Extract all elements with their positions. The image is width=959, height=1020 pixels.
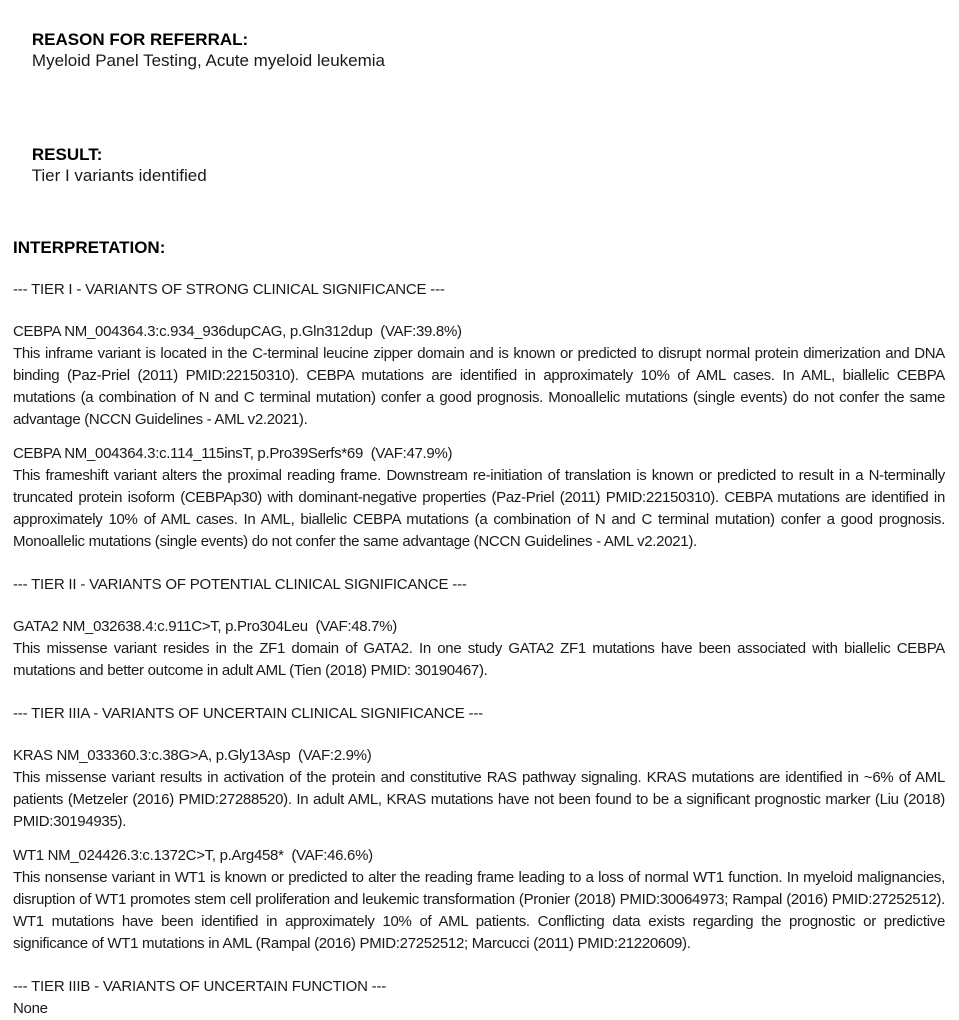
variant-description: This missense variant resides in the ZF1 domain of GATA2. In one study GATA2 ZF1 mutations have been associated with biallelic CEBPA mutations and better outcome in adult AML (Tien (2018) PMID: 30190467). <box>13 640 945 679</box>
variant-block <box>13 845 945 955</box>
variant-title: CEBPA NM_004364.3:c.114_115insT, p.Pro39Serfs*69 (VAF:47.9%) <box>13 445 453 462</box>
section-heading-tier-iiib: --- TIER IIIB - VARIANTS OF UNCERTAIN FUNCTION --- <box>13 978 387 995</box>
variant-description: This frameshift variant alters the proximal reading frame. Downstream re-initiation of translation is known or predicted to result in a N-terminally truncated protein isoform (CEBPAp30) with dominant-negative properties (Paz-Priel (2011) PMID:22150310). CEBPA mutations are identified in approximately 10% of AML cases. In AML, biallelic CEBPA mutations (a combination of N and C terminal mutation) confer a good prognosis. Monoallelic mutations (single events) do not confer the same advantage (NCCN Guidelines - AML v2.2021). <box>13 467 945 550</box>
section-heading-tier-i: --- TIER I - VARIANTS OF STRONG CLINICAL SIGNIFICANCE --- <box>13 281 445 298</box>
variant-block <box>13 616 945 682</box>
variant-block <box>13 745 945 833</box>
variant-block <box>13 443 945 553</box>
variant-title: KRAS NM_033360.3:c.38G>A, p.Gly13Asp (VAF:2.9%) <box>13 747 372 764</box>
result-row <box>13 123 945 207</box>
referral-value: Myeloid Panel Testing, Acute myeloid leukemia <box>31 51 386 70</box>
variant-description: This missense variant results in activation of the protein and constitutive RAS pathway signaling. KRAS mutations are identified in ~6% of AML patients (Metzeler (2016) PMID:27288520). In adult AML, KRAS mutations have not been found to be a significant prognostic marker (Liu (2018) PMID:30194935). <box>13 769 945 830</box>
interpretation-heading: INTERPRETATION: <box>13 238 166 257</box>
variant-title: CEBPA NM_004364.3:c.934_936dupCAG, p.Gln312dup (VAF:39.8%) <box>13 323 462 340</box>
variant-description: This nonsense variant in WT1 is known or predicted to alter the reading frame leading to a loss of normal WT1 function. In myeloid malignancies, disruption of WT1 promotes stem cell proliferation and leukemic transformation (Pronier (2018) PMID:30064973; Rampal (2016) PMID:27252512). WT1 mutations have been identified in approximately 10% of AML patients. Conflicting data exists regarding the prognostic or predictive significance of WT1 mutations in AML (Rampal (2016) PMID:27252512; Marcucci (2011) PMID:21220609). <box>13 869 945 952</box>
referral-row <box>13 8 945 92</box>
section-heading-tier-iiia: --- TIER IIIA - VARIANTS OF UNCERTAIN CLINICAL SIGNIFICANCE --- <box>13 705 483 722</box>
tier-iiib-none-value: None <box>13 1000 48 1017</box>
variant-title: WT1 NM_024426.3:c.1372C>T, p.Arg458* (VAF:46.6%) <box>13 847 373 864</box>
section-heading-tier-ii: --- TIER II - VARIANTS OF POTENTIAL CLINICAL SIGNIFICANCE --- <box>13 576 467 593</box>
variant-title: GATA2 NM_032638.4:c.911C>T, p.Pro304Leu (VAF:48.7%) <box>13 618 397 635</box>
result-label: RESULT: <box>31 145 103 164</box>
variant-block <box>13 321 945 431</box>
result-value: Tier I variants identified <box>31 166 207 185</box>
variant-description: This inframe variant is located in the C-terminal leucine zipper domain and is known or predicted to disrupt normal protein dimerization and DNA binding (Paz-Priel (2011) PMID:22150310). CEBPA mutations are identified in approximately 10% of AML cases. In AML, biallelic CEBPA mutations (a combination of N and C terminal mutation) confer a good prognosis. Monoallelic mutations (single events) do not confer the same advantage (NCCN Guidelines - AML v2.2021). <box>13 345 945 428</box>
referral-label: REASON FOR REFERRAL: <box>31 30 249 49</box>
